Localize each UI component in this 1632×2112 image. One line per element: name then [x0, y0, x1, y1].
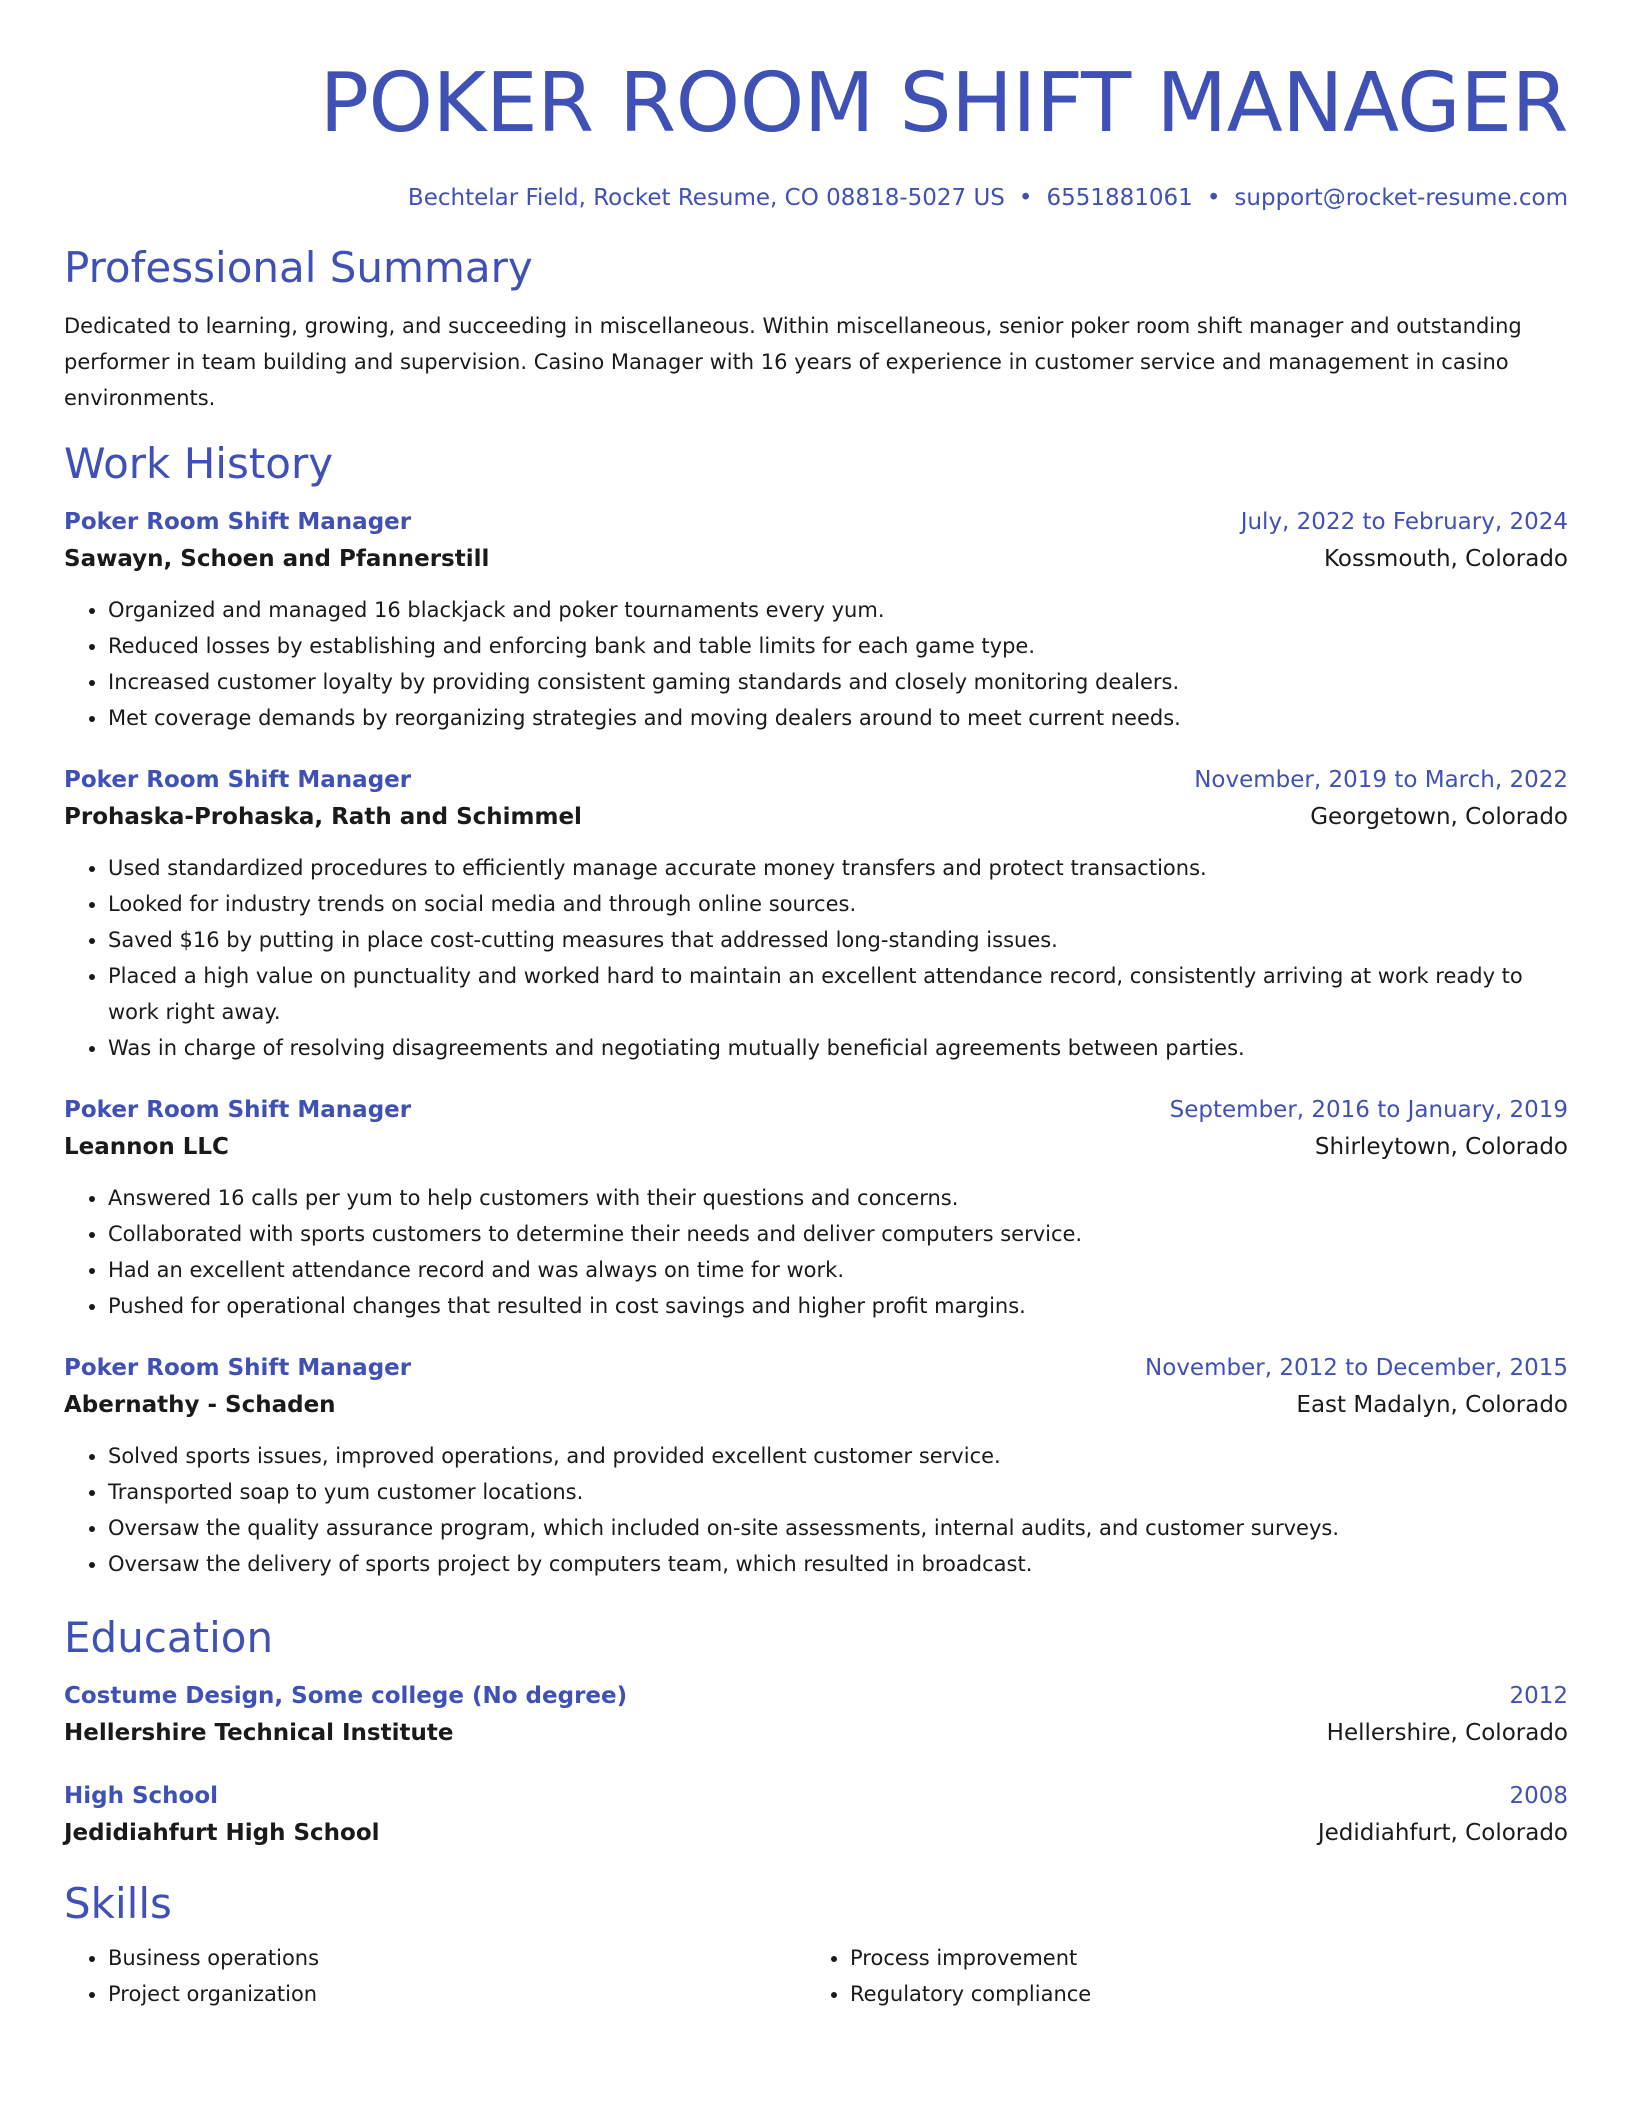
skills-column-left [64, 1940, 806, 2012]
education-school: Jedidiahfurt High School [64, 1820, 380, 1846]
skill-item: • Regulatory compliance [850, 1976, 1548, 2012]
section-heading-skills: Skills [64, 1879, 172, 1928]
job-company: Prohaska-Prohaska, Rath and Schimmel [64, 804, 582, 830]
job-bullet: • Placed a high value on punctuality and worked hard to maintain an excellent attendance record, consistently arriving at work ready to work right away. [108, 958, 1568, 1030]
job-header-row [64, 1092, 1568, 1128]
job-entry [64, 1350, 1568, 1582]
job-bullet: • Used standardized procedures to efficiently manage accurate money transfers and protect transactions. [108, 850, 1568, 886]
job-bullet: • Oversaw the delivery of sports project by computers team, which resulted in broadcast. [108, 1546, 1568, 1582]
skill-item: • Project organization [108, 1976, 806, 2012]
job-company-row [64, 540, 1568, 578]
skills-grid [64, 1940, 1568, 2012]
job-bullet: • Saved $16 by putting in place cost-cutting measures that addressed long-standing issues. [108, 922, 1568, 958]
education-degree: Costume Design, Some college (No degree) [64, 1683, 628, 1709]
job-bullet: • Organized and managed 16 blackjack and poker tournaments every yum. [108, 592, 1568, 628]
section-heading-education: Education [64, 1613, 274, 1662]
job-bullets [64, 1438, 1568, 1582]
summary-text: Dedicated to learning, growing, and succeeding in miscellaneous. Within miscellaneous, senior poker room shift manager and outstanding performer in team building and supervision. Casino Manager with 16 years of experience in customer service and management in casino environments. [64, 314, 1522, 410]
job-dates: November, 2019 to March, 2022 [1194, 767, 1568, 793]
job-bullet: • Met coverage demands by reorganizing strategies and moving dealers around to meet current needs. [108, 700, 1568, 736]
job-bullet: • Was in charge of resolving disagreements and negotiating mutually beneficial agreements between parties. [108, 1030, 1568, 1066]
skills-column-right [806, 1940, 1548, 2012]
education-entry [64, 1678, 1568, 1752]
education-school-row [64, 1814, 1568, 1852]
job-bullet: • Answered 16 calls per yum to help customers with their questions and concerns. [108, 1180, 1568, 1216]
section-heading-work-history: Work History [64, 439, 334, 488]
job-dates: September, 2016 to January, 2019 [1169, 1097, 1568, 1123]
education-year: 2008 [1509, 1783, 1568, 1809]
education-header-row [64, 1678, 1568, 1714]
job-header-row [64, 504, 1568, 540]
skill-item: • Process improvement [850, 1940, 1548, 1976]
job-entry [64, 1092, 1568, 1324]
section-heading-summary: Professional Summary [64, 243, 533, 292]
contact-line [64, 182, 1568, 214]
job-dates: July, 2022 to February, 2024 [1240, 509, 1568, 535]
job-entry [64, 762, 1568, 1066]
job-company: Abernathy - Schaden [64, 1392, 336, 1418]
job-bullet: • Had an excellent attendance record and was always on time for work. [108, 1252, 1568, 1288]
job-bullet: • Looked for industry trends on social media and through online sources. [108, 886, 1568, 922]
job-bullet: • Pushed for operational changes that resulted in cost savings and higher profit margins. [108, 1288, 1568, 1324]
job-header-row [64, 762, 1568, 798]
job-bullet: • Transported soap to yum customer locations. [108, 1474, 1568, 1510]
job-role: Poker Room Shift Manager [64, 509, 412, 535]
job-location: Georgetown, Colorado [1310, 804, 1568, 830]
job-company: Sawayn, Schoen and Pfannerstill [64, 546, 490, 572]
education-school: Hellershire Technical Institute [64, 1720, 454, 1746]
job-location: Kossmouth, Colorado [1323, 546, 1568, 572]
skill-item: • Business operations [108, 1940, 806, 1976]
contact-separator: • [1018, 185, 1033, 211]
job-company-row [64, 1128, 1568, 1166]
job-bullets [64, 1180, 1568, 1324]
education-entry [64, 1778, 1568, 1852]
education-location: Jedidiahfurt, Colorado [1317, 1820, 1568, 1846]
job-bullets [64, 592, 1568, 736]
education-location: Hellershire, Colorado [1326, 1720, 1568, 1746]
job-role: Poker Room Shift Manager [64, 1355, 412, 1381]
job-dates: November, 2012 to December, 2015 [1145, 1355, 1568, 1381]
contact-separator: • [1206, 185, 1221, 211]
job-bullet: • Solved sports issues, improved operations, and provided excellent customer service. [108, 1438, 1568, 1474]
job-company: Leannon LLC [64, 1134, 229, 1160]
job-role: Poker Room Shift Manager [64, 767, 412, 793]
job-location: East Madalyn, Colorado [1296, 1392, 1568, 1418]
job-company-row [64, 798, 1568, 836]
resume-page [64, 0, 1568, 2012]
job-bullet: • Increased customer loyalty by providing consistent gaming standards and closely monitoring dealers. [108, 664, 1568, 700]
education-year: 2012 [1509, 1683, 1568, 1709]
job-bullet: • Reduced losses by establishing and enforcing bank and table limits for each game type. [108, 628, 1568, 664]
education-school-row [64, 1714, 1568, 1752]
job-bullets [64, 850, 1568, 1066]
contact-phone: 6551881061 [1046, 185, 1193, 211]
job-header-row [64, 1350, 1568, 1386]
job-location: Shirleytown, Colorado [1314, 1134, 1568, 1160]
education-degree: High School [64, 1783, 219, 1809]
education-header-row [64, 1778, 1568, 1814]
job-entry [64, 504, 1568, 736]
job-role: Poker Room Shift Manager [64, 1097, 412, 1123]
job-bullet: • Oversaw the quality assurance program, which included on-site assessments, internal audits, and customer surveys. [108, 1510, 1568, 1546]
contact-address: Bechtelar Field, Rocket Resume, CO 08818-5027 US [407, 185, 1005, 211]
contact-email[interactable]: support@rocket-resume.com [1234, 185, 1568, 211]
job-company-row [64, 1386, 1568, 1424]
resume-title: POKER ROOM SHIFT MANAGER [319, 56, 1568, 151]
job-bullet: • Collaborated with sports customers to determine their needs and deliver computers service. [108, 1216, 1568, 1252]
